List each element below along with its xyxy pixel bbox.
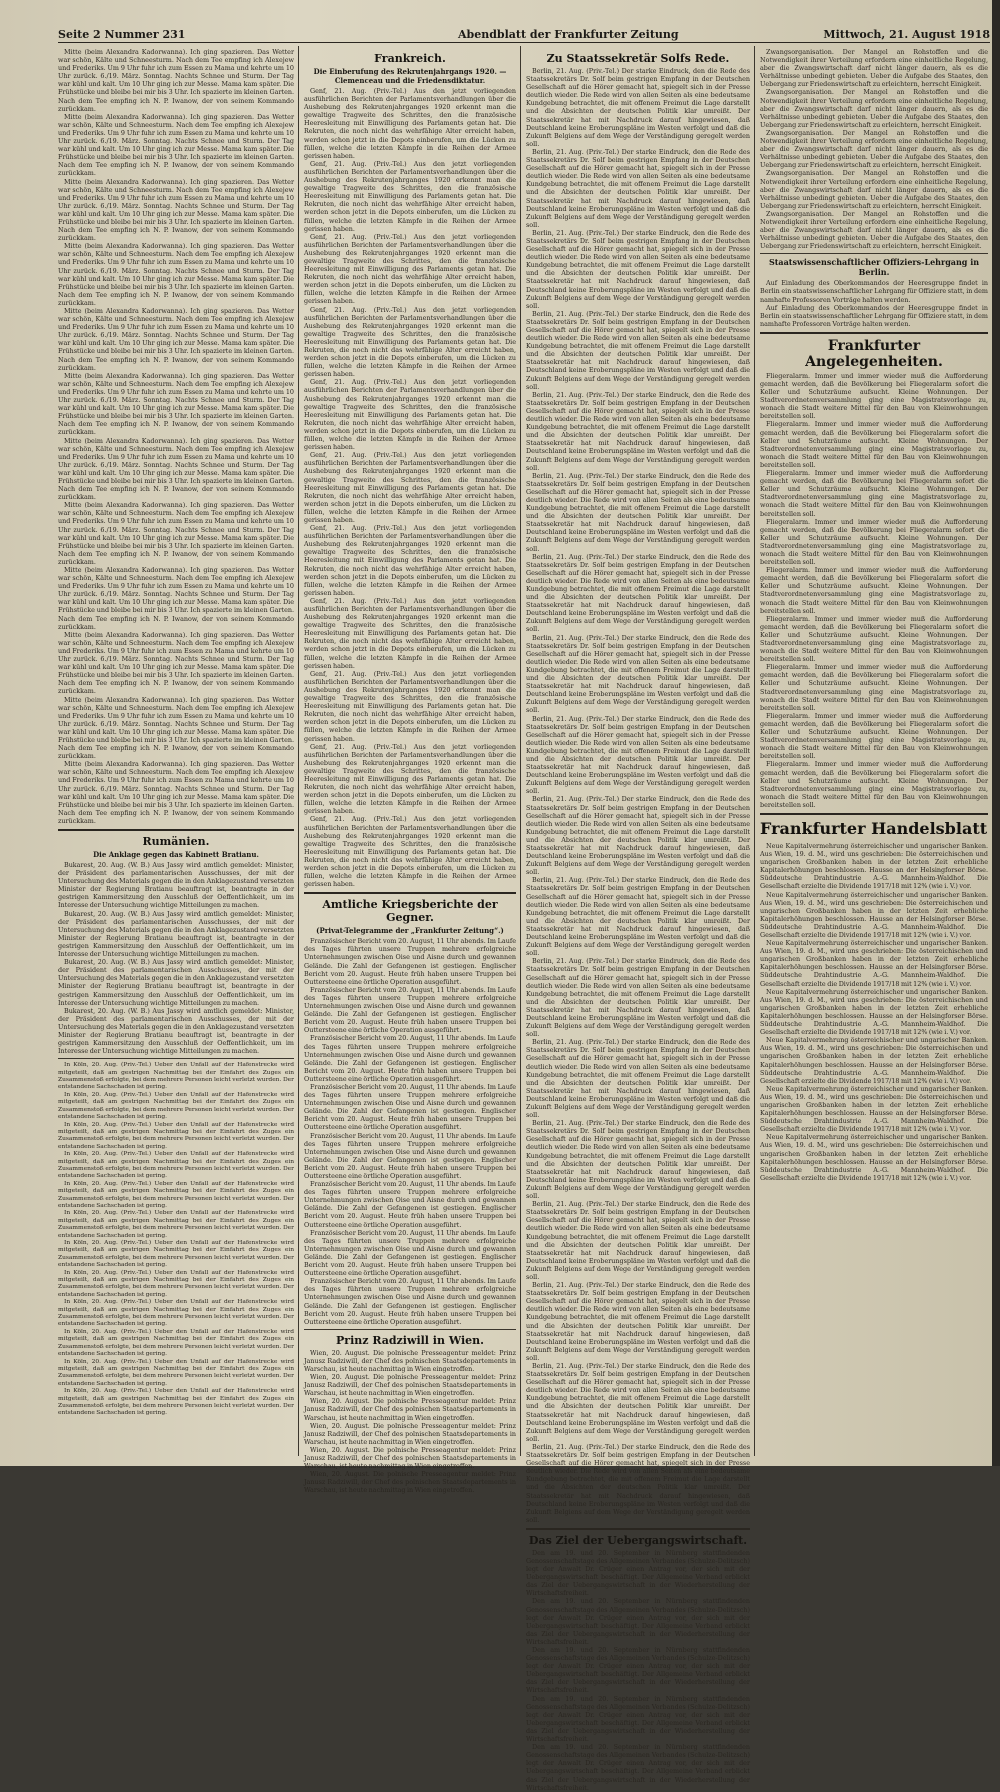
col1-text-top-repeat: Mitte (beim Alexandra Kadorwanna). Ich ging spazieren. Das Wetter war schön, Kälte und Schneesturm. Nach dem Tee empfing ich Alexejew und Frederiks. Um 9 Uhr fuhr ich zum Essen zu Mama und kehrte um 10 Uhr zurück. 6./19. März. Sonntag. Nachts Schnee und Sturm. Der Tag war kühl und kalt. Um 10 Uhr ging ich zur Messe. Mama kam später. Die Frühstücke und bleibe bei mir bis 3 Uhr. Ich spazierte im kleinen Garten. Nach dem Tee empfing ich N. P. Iwanow, der von seinem Kommando zurückkam. [58,566,294,631]
col1-text-bottom-repeat: In Köln, 20. Aug. (Priv.-Tel.) Ueber den Unfall auf der Hafenstrecke wird mitgeteilt, daß am gestrigen Nachmittag bei der Einfahrt des Zuges ein Zusammenstoß erfolgte, bei dem mehrere Personen leicht verletzt wurden. Der entstandene Sachschaden ist gering. [58,1121,294,1150]
col1-text-mid-repeat: Bukarest, 20. Aug. (W. B.) Aus Jassy wird amtlich gemeldet: Minister, der Präsident des parlamentarischen Ausschusses, der mit der Untersuchung des Materials gegen die in den Anklagezustand versetzten Minister der Regierung Bratianu beauftragt ist, beantragte in der gestrigen Kammersitzung den Ausschluß der Oeffentlichkeit, um im Interesse der Untersuchung wichtige Mitteilungen zu machen. [58,1006,294,1056]
col4-title-frankfurt: Frankfurter Angelegenheiten. [805,337,943,370]
col4-text-2-repeat: Fliegeralarm. Immer und immer wieder muß die Aufforderung gemacht werden, daß die Bevölkerung bei Fliegeralarm sofort die Keller und Schutzräume aufsucht. Kleine Wohnungen. Der Stadtverordnetenversammlung ging eine Magistratsvorlage zu, wonach die Stadt weitere Mittel für den Bau von Kleinwohnungen bereitstellen soll. [760,614,988,664]
col3-text-1-repeat: Berlin, 21. Aug. (Priv.-Tel.) Der starke Eindruck, den die Rede des Staatssekretärs Dr. Solf beim gestrigen Empfang in der Deutschen Gesellschaft auf die Hörer gemacht hat, spiegelt sich in der Presse deutlich wieder. Die Rede wird von allen Seiten als eine bedeutsame Kundgebung betrachtet, die mit offenem Freimut die Lage darstellt und die Absichten der deutschen Politik klar umreißt. Der Staatssekretär hat mit Nachdruck darauf hingewiesen, daß Deutschland keine Eroberungspläne im Westen verfolgt und daß die Zukunft Belgiens auf dem Wege der Verständigung geregelt werden soll. [526,795,750,877]
col1-article-top [58,48,294,825]
col1-text-top-repeat: Mitte (beim Alexandra Kadorwanna). Ich ging spazieren. Das Wetter war schön, Kälte und Schneesturm. Nach dem Tee empfing ich Alexejew und Frederiks. Um 9 Uhr fuhr ich zum Essen zu Mama und kehrte um 10 Uhr zurück. 6./19. März. Sonntag. Nachts Schnee und Sturm. Der Tag war kühl und kalt. Um 10 Uhr ging ich zur Messe. Mama kam später. Die Frühstücke und bleibe bei mir bis 3 Uhr. Ich spazierte im kleinen Garten. Nach dem Tee empfing ich N. P. Iwanow, der von seinem Kommando zurückkam. [58,112,294,178]
col1-text-bottom-repeat: In Köln, 20. Aug. (Priv.-Tel.) Ueber den Unfall auf der Hafenstrecke wird mitgeteilt, daß am gestrigen Nachmittag bei der Einfahrt des Zuges ein Zusammenstoß erfolgte, bei dem mehrere Personen leicht verletzt wurden. Der entstandene Sachschaden ist gering. [58,1091,294,1121]
col1-text-mid-repeat: Bukarest, 20. Aug. (W. B.) Aus Jassy wird amtlich gemeldet: Minister, der Präsident des parlamentarischen Ausschusses, der mit der Untersuchung des Materials gegen die in den Anklagezustand versetzten Minister der Regierung Bratianu beauftragt ist, beantragte in der gestrigen Kammersitzung den Ausschluß der Oeffentlichkeit, um im Interesse der Untersuchung wichtige Mitteilungen zu machen. [58,909,294,959]
col1-article-mid [58,861,294,1055]
col1-text-top-repeat: Mitte (beim Alexandra Kadorwanna). Ich ging spazieren. Das Wetter war schön, Kälte und Schneesturm. Nach dem Tee empfing ich Alexejew und Frederiks. Um 9 Uhr fuhr ich zum Essen zu Mama und kehrte um 10 Uhr zurück. 6./19. März. Sonntag. Nachts Schnee und Sturm. Der Tag war kühl und kalt. Um 10 Uhr ging ich zur Messe. Mama kam später. Die Frühstücke und bleibe bei mir bis 3 Uhr. Ich spazierte im kleinen Garten. Nach dem Tee empfing ich N. P. Iwanow, der von seinem Kommando zurückkam. [58,695,294,761]
col2-text-2-repeat: Französischer Bericht vom 20. August, 11 Uhr abends. Im Laufe des Tages führten unsere Truppen mehrere erfolgreiche Unternehmungen zwischen Oise und Aisne durch und gewannen Gelände. Die Zahl der Gefangenen ist gestiegen. Englischer Bericht vom 20. August. Heute früh haben unsere Truppen bei Outtersteene eine örtliche Operation ausgeführt. [304,1180,516,1229]
section-rule [58,829,294,831]
col4-text-top: Zwangsorganisation. Der Mangel an Rohstoffen und die Notwendigkeit ihrer Verteilung erfordern eine einheitliche Regelung, aber die Zwangswirtschaft darf nicht länger dauern, als es die Verhältnisse unbedingt gebieten. Ueber die Aufgabe des Staates, den Uebergang zur Friedenswirtschaft zu erleichtern, herrscht Einigkeit. [760,48,988,89]
col4-text-top-repeat: Zwangsorganisation. Der Mangel an Rohstoffen und die Notwendigkeit ihrer Verteilung erfordern eine einheitliche Regelung, aber die Zwangswirtschaft darf nicht länger dauern, als es die Verhältnisse unbedingt gebieten. Ueber die Aufgabe des Staates, den Uebergang zur Friedenswirtschaft zu erleichtern, herrscht Einigkeit. [760,169,988,210]
col2-text-3-repeat: Wien, 20. August. Die polnische Presseagentur meldet: Prinz Janusz Radziwill, der Chef des polnischen Staatsdepartements in Warschau, ist heute nachmittag in Wien eingetroffen. [304,1397,516,1422]
col3-text-1-repeat: Berlin, 21. Aug. (Priv.-Tel.) Der starke Eindruck, den die Rede des Staatssekretärs Dr. Solf beim gestrigen Empfang in der Deutschen Gesellschaft auf die Hörer gemacht hat, spiegelt sich in der Presse deutlich wieder. Die Rede wird von allen Seiten als eine bedeutsame Kundgebung betrachtet, die mit offenem Freimut die Lage darstellt und die Absichten der deutschen Politik klar umreißt. Der Staatssekretär hat mit Nachdruck darauf hingewiesen, daß Deutschland keine Eroberungspläne im Westen verfolgt und daß die Zukunft Belgiens auf dem Wege der Verständigung geregelt werden soll. [526,1200,750,1281]
col4-text-1: Auf Einladung des Oberkommandos der Heeresgruppe findet in Berlin ein staatswissenschaftlicher Lehrgang für Offiziere statt, in dem namhafte Professoren Vorträge halten werden. [760,279,988,304]
col1-text-mid-repeat: Bukarest, 20. Aug. (W. B.) Aus Jassy wird amtlich gemeldet: Minister, der Präsident des parlamentarischen Ausschusses, der mit der Untersuchung des Materials gegen die in den Anklagezustand versetzten Minister der Regierung Bratianu beauftragt ist, beantragte in der gestrigen Kammersitzung den Ausschluß der Oeffentlichkeit, um im Interesse der Untersuchung wichtige Mitteilungen zu machen. [58,958,294,1007]
col2-text-3-repeat: Wien, 20. August. Die polnische Presseagentur meldet: Prinz Janusz Radziwill, der Chef des polnischen Staatsdepartements in Warschau, ist heute nachmittag in Wien eingetroffen. [304,1421,516,1446]
col1-text-top-repeat: Mitte (beim Alexandra Kadorwanna). Ich ging spazieren. Das Wetter war schön, Kälte und Schneesturm. Nach dem Tee empfing ich Alexejew und Frederiks. Um 9 Uhr fuhr ich zum Essen zu Mama und kehrte um 10 Uhr zurück. 6./19. März. Sonntag. Nachts Schnee und Sturm. Der Tag war kühl und kalt. Um 10 Uhr ging ich zur Messe. Mama kam später. Die Frühstücke und bleibe bei mir bis 3 Uhr. Ich spazierte im kleinen Garten. Nach dem Tee empfing ich N. P. Iwanow, der von seinem Kommando zurückkam. [58,436,294,502]
section-rule [58,1058,294,1059]
col1-text-bottom-repeat: In Köln, 20. Aug. (Priv.-Tel.) Ueber den Unfall auf der Hafenstrecke wird mitgeteilt, daß am gestrigen Nachmittag bei der Einfahrt des Zuges ein Zusammenstoß erfolgte, bei dem mehrere Personen leicht verletzt wurden. Der entstandene Sachschaden ist gering. [58,1328,294,1358]
col4-title-offiziers: Staatswissenschaftlicher Offiziers-Lehrgang in Berlin. [768,257,980,278]
col4-text-2-repeat: Fliegeralarm. Immer und immer wieder muß die Aufforderung gemacht werden, daß die Bevölkerung bei Fliegeralarm sofort die Keller und Schutzräume aufsucht. Kleine Wohnungen. Der Stadtverordnetenversammlung ging eine Magistratsvorlage zu, wonach die Stadt weitere Mittel für den Bau von Kleinwohnungen bereitstellen soll. [760,711,988,761]
col4-text-3-repeat: Neue Kapitalvermehrung österreichischer und ungarischer Banken. Aus Wien, 19. d. M., wird uns geschrieben: Die österreichischen und ungarischen Großbanken haben in der letzten Zeit erhebliche Kapitalerhöhungen beschlossen. Hausse an der Helsingforser Börse. Süddeutsche Drahtindustrie A.-G. Mannheim-Waldhof. Die Gesellschaft erzielte die Dividende 1917/18 mit 12% (wie i. V.) vor. [760,1036,988,1085]
col2-text-2: Französischer Bericht vom 20. August, 11 Uhr abends. Im Laufe des Tages führten unsere Truppen mehrere erfolgreiche Unternehmungen zwischen Oise und Aisne durch und gewannen Gelände. Die Zahl der Gefangenen ist gestiegen. Englischer Bericht vom 20. August. Heute früh haben unsere Truppen bei Outtersteene eine örtliche Operation ausgeführt. [304,937,516,986]
col2-text-1-repeat: Genf, 21. Aug. (Priv.-Tel.) Aus den jetzt vorliegenden ausführlichen Berichten der Parlamentsverhandlungen über die Aushebung des Rekrutenjahrganges 1920 erkennt man die gewaltige Tragweite des Schrittes, den die französische Heeresleitung mit Einwilligung des Parlaments getan hat. Die Rekruten, die noch nicht das wehrfähige Alter erreicht haben, werden schon jetzt in die Depots einberufen, um die Lücken zu füllen, welche die letzten Kämpfe in die Reihen der Armee gerissen haben. [304,232,516,306]
col4-text-3-repeat: Neue Kapitalvermehrung österreichischer und ungarischer Banken. Aus Wien, 19. d. M., wird uns geschrieben: Die österreichischen und ungarischen Großbanken haben in der letzten Zeit erhebliche Kapitalerhöhungen beschlossen. Hausse an der Helsingforser Börse. Süddeutsche Drahtindustrie A.-G. Mannheim-Waldhof. Die Gesellschaft erzielte die Dividende 1917/18 mit 12% (wie i. V.) vor. [760,1084,988,1134]
col3-text-1-repeat: Berlin, 21. Aug. (Priv.-Tel.) Der starke Eindruck, den die Rede des Staatssekretärs Dr. Solf beim gestrigen Empfang in der Deutschen Gesellschaft auf die Hörer gemacht hat, spiegelt sich in der Presse deutlich wieder. Die Rede wird von allen Seiten als eine bedeutsame Kundgebung betrachtet, die mit offenem Freimut die Lage darstellt und die Absichten der deutschen Politik klar umreißt. Der Staatssekretär hat mit Nachdruck darauf hingewiesen, daß Deutschland keine Eroberungspläne im Westen verfolgt und daß die Zukunft Belgiens auf dem Wege der Verständigung geregelt werden soll. [526,1362,750,1443]
col3-text-1-repeat: Berlin, 21. Aug. (Priv.-Tel.) Der starke Eindruck, den die Rede des Staatssekretärs Dr. Solf beim gestrigen Empfang in der Deutschen Gesellschaft auf die Hörer gemacht hat, spiegelt sich in der Presse deutlich wieder. Die Rede wird von allen Seiten als eine bedeutsame Kundgebung betrachtet, die mit offenem Freimut die Lage darstellt und die Absichten der deutschen Politik klar umreißt. Der Staatssekretär hat mit Nachdruck darauf hingewiesen, daß Deutschland keine Eroberungspläne im Westen verfolgt und daß die Zukunft Belgiens auf dem Wege der Verständigung geregelt werden soll. [526,552,750,634]
col3-text-2-repeat: Den am 19. und 20. September in Nürnberg stattfindenden Genossenschaftstage des Allgemeinen Verbandes (Schulze-Delitzsch) legt der Anwalt Dr. Crüger einen Antrag vor, der sich mit der Uebergangswirtschaft beschäftigt. Der Allgemeine Verband erblickt das Ziel der Uebergangswirtschaft in der Wiederherstellung der Wirtschaftsfreiheit. [526,1743,750,1792]
section-rule [760,253,988,254]
col2-title-frankreich: Frankreich. [374,52,446,65]
section-rule [526,1528,750,1530]
col2-text-1-repeat: Genf, 21. Aug. (Priv.-Tel.) Aus den jetzt vorliegenden ausführlichen Berichten der Parlamentsverhandlungen über die Aushebung des Rekrutenjahrganges 1920 erkennt man die gewaltige Tragweite des Schrittes, den die französische Heeresleitung mit Einwilligung des Parlaments getan hat. Die Rekruten, die noch nicht das wehrfähige Alter erreicht haben, werden schon jetzt in die Depots einberufen, um die Lücken zu füllen, welche die letzten Kämpfe in die Reihen der Armee gerissen haben. [304,451,516,524]
column-divider [520,46,521,1456]
col1-text-top-repeat: Mitte (beim Alexandra Kadorwanna). Ich ging spazieren. Das Wetter war schön, Kälte und Schneesturm. Nach dem Tee empfing ich Alexejew und Frederiks. Um 9 Uhr fuhr ich zum Essen zu Mama und kehrte um 10 Uhr zurück. 6./19. März. Sonntag. Nachts Schnee und Sturm. Der Tag war kühl und kalt. Um 10 Uhr ging ich zur Messe. Mama kam später. Die Frühstücke und bleibe bei mir bis 3 Uhr. Ich spazierte im kleinen Garten. Nach dem Tee empfing ich N. P. Iwanow, der von seinem Kommando zurückkam. [58,760,294,825]
col2-article-1 [304,87,516,888]
column-2 [304,48,516,1495]
col3-article-2 [526,1549,750,1792]
col1-text-bottom-repeat: In Köln, 20. Aug. (Priv.-Tel.) Ueber den Unfall auf der Hafenstrecke wird mitgeteilt, daß am gestrigen Nachmittag bei der Einfahrt des Zuges ein Zusammenstoß erfolgte, bei dem mehrere Personen leicht verletzt wurden. Der entstandene Sachschaden ist gering. [58,1358,294,1387]
header-page-number: Seite 2 Nummer 231 [58,28,186,41]
col2-text-2-repeat: Französischer Bericht vom 20. August, 11 Uhr abends. Im Laufe des Tages führten unsere Truppen mehrere erfolgreiche Unternehmungen zwischen Oise und Aisne durch und gewannen Gelände. Die Zahl der Gefangenen ist gestiegen. Englischer Bericht vom 20. August. Heute früh haben unsere Truppen bei Outtersteene eine örtliche Operation ausgeführt. [304,1034,516,1083]
col1-text-bottom-repeat: In Köln, 20. Aug. (Priv.-Tel.) Ueber den Unfall auf der Hafenstrecke wird mitgeteilt, daß am gestrigen Nachmittag bei der Einfahrt des Zuges ein Zusammenstoß erfolgte, bei dem mehrere Personen leicht verletzt wurden. Der entstandene Sachschaden ist gering. [58,1210,294,1239]
col3-text-1-repeat: Berlin, 21. Aug. (Priv.-Tel.) Der starke Eindruck, den die Rede des Staatssekretärs Dr. Solf beim gestrigen Empfang in der Deutschen Gesellschaft auf die Hörer gemacht hat, spiegelt sich in der Presse deutlich wieder. Die Rede wird von allen Seiten als eine bedeutsame Kundgebung betrachtet, die mit offenem Freimut die Lage darstellt und die Absichten der deutschen Politik klar umreißt. Der Staatssekretär hat mit Nachdruck darauf hingewiesen, daß Deutschland keine Eroberungspläne im Westen verfolgt und daß die Zukunft Belgiens auf dem Wege der Verständigung geregelt werden soll. [526,714,750,796]
col4-text-2-repeat: Fliegeralarm. Immer und immer wieder muß die Aufforderung gemacht werden, daß die Bevölkerung bei Fliegeralarm sofort die Keller und Schutzräume aufsucht. Kleine Wohnungen. Der Stadtverordnetenversammlung ging eine Magistratsvorlage zu, wonach die Stadt weitere Mittel für den Bau von Kleinwohnungen bereitstellen soll. [760,469,988,518]
column-divider [298,46,299,1456]
col3-article-1 [526,67,750,1524]
col2-text-1-repeat: Genf, 21. Aug. (Priv.-Tel.) Aus den jetzt vorliegenden ausführlichen Berichten der Parlamentsverhandlungen über die Aushebung des Rekrutenjahrganges 1920 erkennt man die gewaltige Tragweite des Schrittes, den die französische Heeresleitung mit Einwilligung des Parlaments getan hat. Die Rekruten, die noch nicht das wehrfähige Alter erreicht haben, werden schon jetzt in die Depots einberufen, um die Lücken zu füllen, welche die letzten Kämpfe in die Reihen der Armee gerissen haben. [304,815,516,889]
col3-text-1-repeat: Berlin, 21. Aug. (Priv.-Tel.) Der starke Eindruck, den die Rede des Staatssekretärs Dr. Solf beim gestrigen Empfang in der Deutschen Gesellschaft auf die Hörer gemacht hat, spiegelt sich in der Presse deutlich wieder. Die Rede wird von allen Seiten als eine bedeutsame Kundgebung betrachtet, die mit offenem Freimut die Lage darstellt und die Absichten der deutschen Politik klar umreißt. Der Staatssekretär hat mit Nachdruck darauf hingewiesen, daß Deutschland keine Eroberungspläne im Westen verfolgt und daß die Zukunft Belgiens auf dem Wege der Verständigung geregelt werden soll. [526,633,750,715]
col4-article-2 [760,372,988,809]
col2-article-2 [304,937,516,1326]
column-divider [754,46,755,1456]
col3-text-1-repeat: Berlin, 21. Aug. (Priv.-Tel.) Der starke Eindruck, den die Rede des Staatssekretärs Dr. Solf beim gestrigen Empfang in der Deutschen Gesellschaft auf die Hörer gemacht hat, spiegelt sich in der Presse deutlich wieder. Die Rede wird von allen Seiten als eine bedeutsame Kundgebung betrachtet, die mit offenem Freimut die Lage darstellt und die Absichten der deutschen Politik klar umreißt. Der Staatssekretär hat mit Nachdruck darauf hingewiesen, daß Deutschland keine Eroberungspläne im Westen verfolgt und daß die Zukunft Belgiens auf dem Wege der Verständigung geregelt werden soll. [526,390,750,472]
col1-subtitle: Die Anklage gegen das Kabinett Bratianu. [93,850,259,859]
col1-text-bottom: In Köln, 20. Aug. (Priv.-Tel.) Ueber den Unfall auf der Hafenstrecke wird mitgeteilt, daß am gestrigen Nachmittag bei der Einfahrt des Zuges ein Zusammenstoß erfolgte, bei dem mehrere Personen leicht verletzt wurden. Der entstandene Sachschaden ist gering. [58,1062,294,1091]
col2-text-1-repeat: Genf, 21. Aug. (Priv.-Tel.) Aus den jetzt vorliegenden ausführlichen Berichten der Parlamentsverhandlungen über die Aushebung des Rekrutenjahrganges 1920 erkennt man die gewaltige Tragweite des Schrittes, den die französische Heeresleitung mit Einwilligung des Parlaments getan hat. Die Rekruten, die noch nicht das wehrfähige Alter erreicht haben, werden schon jetzt in die Depots einberufen, um die Lücken zu füllen, welche die letzten Kämpfe in die Reihen der Armee gerissen haben. [304,305,516,379]
col1-text-top-repeat: Mitte (beim Alexandra Kadorwanna). Ich ging spazieren. Das Wetter war schön, Kälte und Schneesturm. Nach dem Tee empfing ich Alexejew und Frederiks. Um 9 Uhr fuhr ich zum Essen zu Mama und kehrte um 10 Uhr zurück. 6./19. März. Sonntag. Nachts Schnee und Sturm. Der Tag war kühl und kalt. Um 10 Uhr ging ich zur Messe. Mama kam später. Die Frühstücke und bleibe bei mir bis 3 Uhr. Ich spazierte im kleinen Garten. Nach dem Tee empfing ich N. P. Iwanow, der von seinem Kommando zurückkam. [58,371,294,437]
header-paper-title: Abendblatt der Frankfurter Zeitung [458,28,679,41]
col2-text-1: Genf, 21. Aug. (Priv.-Tel.) Aus den jetzt vorliegenden ausführlichen Berichten der Parlamentsverhandlungen über die Aushebung des Rekrutenjahrganges 1920 erkennt man die gewaltige Tragweite des Schrittes, den die französische Heeresleitung mit Einwilligung des Parlaments getan hat. Die Rekruten, die noch nicht das wehrfähige Alter erreicht haben, werden schon jetzt in die Depots einberufen, um die Lücken zu füllen, welche die letzten Kämpfe in die Reihen der Armee gerissen haben. [304,87,516,160]
col1-text-bottom-repeat: In Köln, 20. Aug. (Priv.-Tel.) Ueber den Unfall auf der Hafenstrecke wird mitgeteilt, daß am gestrigen Nachmittag bei der Einfahrt des Zuges ein Zusammenstoß erfolgte, bei dem mehrere Personen leicht verletzt wurden. Der entstandene Sachschaden ist gering. [58,1269,294,1298]
col4-article-1 [760,279,988,328]
col4-text-3-repeat: Neue Kapitalvermehrung österreichischer und ungarischer Banken. Aus Wien, 19. d. M., wird uns geschrieben: Die österreichischen und ungarischen Großbanken haben in der letzten Zeit erhebliche Kapitalerhöhungen beschlossen. Hausse an der Helsingforser Börse. Süddeutsche Drahtindustrie A.-G. Mannheim-Waldhof. Die Gesellschaft erzielte die Dividende 1917/18 mit 12% (wie i. V.) vor. [760,939,988,988]
col2-text-1-repeat: Genf, 21. Aug. (Priv.-Tel.) Aus den jetzt vorliegenden ausführlichen Berichten der Parlamentsverhandlungen über die Aushebung des Rekrutenjahrganges 1920 erkennt man die gewaltige Tragweite des Schrittes, den die französische Heeresleitung mit Einwilligung des Parlaments getan hat. Die Rekruten, die noch nicht das wehrfähige Alter erreicht haben, werden schon jetzt in die Depots einberufen, um die Lücken zu füllen, welche die letzten Kämpfe in die Reihen der Armee gerissen haben. [304,742,516,816]
section-rule [304,1329,516,1330]
col4-text-2-repeat: Fliegeralarm. Immer und immer wieder muß die Aufforderung gemacht werden, daß die Bevölkerung bei Fliegeralarm sofort die Keller und Schutzräume aufsucht. Kleine Wohnungen. Der Stadtverordnetenversammlung ging eine Magistratsvorlage zu, wonach die Stadt weitere Mittel für den Bau von Kleinwohnungen bereitstellen soll. [760,760,988,809]
col1-text-top-repeat: Mitte (beim Alexandra Kadorwanna). Ich ging spazieren. Das Wetter war schön, Kälte und Schneesturm. Nach dem Tee empfing ich Alexejew und Frederiks. Um 9 Uhr fuhr ich zum Essen zu Mama und kehrte um 10 Uhr zurück. 6./19. März. Sonntag. Nachts Schnee und Sturm. Der Tag war kühl und kalt. Um 10 Uhr ging ich zur Messe. Mama kam später. Die Frühstücke und bleibe bei mir bis 3 Uhr. Ich spazierte im kleinen Garten. Nach dem Tee empfing ich N. P. Iwanow, der von seinem Kommando zurückkam. [58,307,294,372]
col2-title-radziwill: Prinz Radziwill in Wien. [336,1333,484,1347]
col2-text-3-repeat: Wien, 20. August. Die polnische Presseagentur meldet: Prinz Janusz Radziwill, der Chef des polnischen Staatsdepartements in Warschau, ist heute nachmittag in Wien eingetroffen. [304,1445,516,1471]
col3-text-1-repeat: Berlin, 21. Aug. (Priv.-Tel.) Der starke Eindruck, den die Rede des Staatssekretärs Dr. Solf beim gestrigen Empfang in der Deutschen Gesellschaft auf die Hörer gemacht hat, spiegelt sich in der Presse deutlich wieder. Die Rede wird von allen Seiten als eine bedeutsame Kundgebung betrachtet, die mit offenem Freimut die Lage darstellt und die Absichten der deutschen Politik klar umreißt. Der Staatssekretär hat mit Nachdruck darauf hingewiesen, daß Deutschland keine Eroberungspläne im Westen verfolgt und daß die Zukunft Belgiens auf dem Wege der Verständigung geregelt werden soll. [526,1038,750,1120]
col1-text-top-repeat: Mitte (beim Alexandra Kadorwanna). Ich ging spazieren. Das Wetter war schön, Kälte und Schneesturm. Nach dem Tee empfing ich Alexejew und Frederiks. Um 9 Uhr fuhr ich zum Essen zu Mama und kehrte um 10 Uhr zurück. 6./19. März. Sonntag. Nachts Schnee und Sturm. Der Tag war kühl und kalt. Um 10 Uhr ging ich zur Messe. Mama kam später. Die Frühstücke und bleibe bei mir bis 3 Uhr. Ich spazierte im kleinen Garten. Nach dem Tee empfing ich N. P. Iwanow, der von seinem Kommando zurückkam. [58,501,294,566]
col4-text-3-repeat: Neue Kapitalvermehrung österreichischer und ungarischer Banken. Aus Wien, 19. d. M., wird uns geschrieben: Die österreichischen und ungarischen Großbanken haben in der letzten Zeit erhebliche Kapitalerhöhungen beschlossen. Hausse an der Helsingforser Börse. Süddeutsche Drahtindustrie A.-G. Mannheim-Waldhof. Die Gesellschaft erzielte die Dividende 1917/18 mit 12% (wie i. V.) vor. [760,890,988,939]
section-rule [304,892,516,894]
col2-text-1-repeat: Genf, 21. Aug. (Priv.-Tel.) Aus den jetzt vorliegenden ausführlichen Berichten der Parlamentsverhandlungen über die Aushebung des Rekrutenjahrganges 1920 erkennt man die gewaltige Tragweite des Schrittes, den die französische Heeresleitung mit Einwilligung des Parlaments getan hat. Die Rekruten, die noch nicht das wehrfähige Alter erreicht haben, werden schon jetzt in die Depots einberufen, um die Lücken zu füllen, welche die letzten Kämpfe in die Reihen der Armee gerissen haben. [304,669,516,743]
col2-text-3-repeat: Wien, 20. August. Die polnische Presseagentur meldet: Prinz Janusz Radziwill, der Chef des polnischen Staatsdepartements in Warschau, ist heute nachmittag in Wien eingetroffen. [304,1373,516,1398]
col1-text-top-repeat: Mitte (beim Alexandra Kadorwanna). Ich ging spazieren. Das Wetter war schön, Kälte und Schneesturm. Nach dem Tee empfing ich Alexejew und Frederiks. Um 9 Uhr fuhr ich zum Essen zu Mama und kehrte um 10 Uhr zurück. 6./19. März. Sonntag. Nachts Schnee und Sturm. Der Tag war kühl und kalt. Um 10 Uhr ging ich zur Messe. Mama kam später. Die Frühstücke und bleibe bei mir bis 3 Uhr. Ich spazierte im kleinen Garten. Nach dem Tee empfing ich N. P. Iwanow, der von seinem Kommando zurückkam. [58,242,294,307]
col3-text-1-repeat: Berlin, 21. Aug. (Priv.-Tel.) Der starke Eindruck, den die Rede des Staatssekretärs Dr. Solf beim gestrigen Empfang in der Deutschen Gesellschaft auf die Hörer gemacht hat, spiegelt sich in der Presse deutlich wieder. Die Rede wird von allen Seiten als eine bedeutsame Kundgebung betrachtet, die mit offenem Freimut die Lage darstellt und die Absichten der deutschen Politik klar umreißt. Der Staatssekretär hat mit Nachdruck darauf hingewiesen, daß Deutschland keine Eroberungspläne im Westen verfolgt und daß die Zukunft Belgiens auf dem Wege der Verständigung geregelt werden soll. [526,228,750,310]
col3-text-1-repeat: Berlin, 21. Aug. (Priv.-Tel.) Der starke Eindruck, den die Rede des Staatssekretärs Dr. Solf beim gestrigen Empfang in der Deutschen Gesellschaft auf die Hörer gemacht hat, spiegelt sich in der Presse deutlich wieder. Die Rede wird von allen Seiten als eine bedeutsame Kundgebung betrachtet, die mit offenem Freimut die Lage darstellt und die Absichten der deutschen Politik klar umreißt. Der Staatssekretär hat mit Nachdruck darauf hingewiesen, daß Deutschland keine Eroberungspläne im Westen verfolgt und daß die Zukunft Belgiens auf dem Wege der Verständigung geregelt werden soll. [526,876,750,958]
col4-text-top-repeat: Zwangsorganisation. Der Mangel an Rohstoffen und die Notwendigkeit ihrer Verteilung erfordern eine einheitliche Regelung, aber die Zwangswirtschaft darf nicht länger dauern, als es die Verhältnisse unbedingt gebieten. Ueber die Aufgabe des Staates, den Uebergang zur Friedenswirtschaft zu erleichtern, herrscht Einigkeit. [760,209,988,251]
col3-text-2-repeat: Den am 19. und 20. September in Nürnberg stattfindenden Genossenschaftstage des Allgemeinen Verbandes (Schulze-Delitzsch) legt der Anwalt Dr. Crüger einen Antrag vor, der sich mit der Uebergangswirtschaft beschäftigt. Der Allgemeine Verband erblickt das Ziel der Uebergangswirtschaft in der Wiederherstellung der Wirtschaftsfreiheit. [526,1694,750,1744]
col3-text-1-repeat: Berlin, 21. Aug. (Priv.-Tel.) Der starke Eindruck, den die Rede des Staatssekretärs Dr. Solf beim gestrigen Empfang in der Deutschen Gesellschaft auf die Hörer gemacht hat, spiegelt sich in der Presse deutlich wieder. Die Rede wird von allen Seiten als eine bedeutsame Kundgebung betrachtet, die mit offenem Freimut die Lage darstellt und die Absichten der deutschen Politik klar umreißt. Der Staatssekretär hat mit Nachdruck darauf hingewiesen, daß Deutschland keine Eroberungspläne im Westen verfolgt und daß die Zukunft Belgiens auf dem Wege der Verständigung geregelt werden soll. [526,147,750,229]
column-1 [58,48,294,1448]
col3-text-2-repeat: Den am 19. und 20. September in Nürnberg stattfindenden Genossenschaftstage des Allgemeinen Verbandes (Schulze-Delitzsch) legt der Anwalt Dr. Crüger einen Antrag vor, der sich mit der Uebergangswirtschaft beschäftigt. Der Allgemeine Verband erblickt das Ziel der Uebergangswirtschaft in der Wiederherstellung der Wirtschaftsfreiheit. [526,1597,750,1646]
col1-text-top-repeat: Mitte (beim Alexandra Kadorwanna). Ich ging spazieren. Das Wetter war schön, Kälte und Schneesturm. Nach dem Tee empfing ich Alexejew und Frederiks. Um 9 Uhr fuhr ich zum Essen zu Mama und kehrte um 10 Uhr zurück. 6./19. März. Sonntag. Nachts Schnee und Sturm. Der Tag war kühl und kalt. Um 10 Uhr ging ich zur Messe. Mama kam später. Die Frühstücke und bleibe bei mir bis 3 Uhr. Ich spazierte im kleinen Garten. Nach dem Tee empfing ich N. P. Iwanow, der von seinem Kommando zurückkam. [58,177,294,243]
col1-text-bottom-repeat: In Köln, 20. Aug. (Priv.-Tel.) Ueber den Unfall auf der Hafenstrecke wird mitgeteilt, daß am gestrigen Nachmittag bei der Einfahrt des Zuges ein Zusammenstoß erfolgte, bei dem mehrere Personen leicht verletzt wurden. Der entstandene Sachschaden ist gering. [58,1180,294,1209]
col1-title-rumaenien: Rumänien. [142,835,210,848]
col3-text-1-repeat: Berlin, 21. Aug. (Priv.-Tel.) Der starke Eindruck, den die Rede des Staatssekretärs Dr. Solf beim gestrigen Empfang in der Deutschen Gesellschaft auf die Hörer gemacht hat, spiegelt sich in der Presse deutlich wieder. Die Rede wird von allen Seiten als eine bedeutsame Kundgebung betrachtet, die mit offenem Freimut die Lage darstellt und die Absichten der deutschen Politik klar umreißt. Der Staatssekretär hat mit Nachdruck darauf hingewiesen, daß Deutschland keine Eroberungspläne im Westen verfolgt und daß die Zukunft Belgiens auf dem Wege der Verständigung geregelt werden soll. [526,309,750,391]
col1-text-mid: Bukarest, 20. Aug. (W. B.) Aus Jassy wird amtlich gemeldet: Minister, der Präsident des parlamentarischen Ausschusses, der mit der Untersuchung des Materials gegen die in den Anklagezustand versetzten Minister der Regierung Bratianu beauftragt ist, beantragte in der gestrigen Kammersitzung den Ausschluß der Oeffentlichkeit, um im Interesse der Untersuchung wichtige Mitteilungen zu machen. [58,861,294,910]
col3-text-1-repeat: Berlin, 21. Aug. (Priv.-Tel.) Der starke Eindruck, den die Rede des Staatssekretärs Dr. Solf beim gestrigen Empfang in der Deutschen Gesellschaft auf die Hörer gemacht hat, spiegelt sich in der Presse deutlich wieder. Die Rede wird von allen Seiten als eine bedeutsame Kundgebung betrachtet, die mit offenem Freimut die Lage darstellt und die Absichten der deutschen Politik klar umreißt. Der Staatssekretär hat mit Nachdruck darauf hingewiesen, daß Deutschland keine Eroberungspläne im Westen verfolgt und daß die Zukunft Belgiens auf dem Wege der Verständigung geregelt werden soll. [526,1281,750,1362]
col1-text-bottom-repeat: In Köln, 20. Aug. (Priv.-Tel.) Ueber den Unfall auf der Hafenstrecke wird mitgeteilt, daß am gestrigen Nachmittag bei der Einfahrt des Zuges ein Zusammenstoß erfolgte, bei dem mehrere Personen leicht verletzt wurden. Der entstandene Sachschaden ist gering. [58,1151,294,1180]
col4-article-3 [760,842,988,1182]
col1-text-top: Mitte (beim Alexandra Kadorwanna). Ich ging spazieren. Das Wetter war schön, Kälte und Schneesturm. Nach dem Tee empfing ich Alexejew und Frederiks. Um 9 Uhr fuhr ich zum Essen zu Mama und kehrte um 10 Uhr zurück. 6./19. März. Sonntag. Nachts Schnee und Sturm. Der Tag war kühl und kalt. Um 10 Uhr ging ich zur Messe. Mama kam später. Die Frühstücke und bleibe bei mir bis 3 Uhr. Ich spazierte im kleinen Garten. Nach dem Tee empfing ich N. P. Iwanow, der von seinem Kommando zurückkam. [58,48,294,113]
col3-title-solf: Zu Staatssekretär Solfs Rede. [546,52,730,65]
col4-text-top-repeat: Zwangsorganisation. Der Mangel an Rohstoffen und die Notwendigkeit ihrer Verteilung erfordern eine einheitliche Regelung, aber die Zwangswirtschaft darf nicht länger dauern, als es die Verhältnisse unbedingt gebieten. Ueber die Aufgabe des Staates, den Uebergang zur Friedenswirtschaft zu erleichtern, herrscht Einigkeit. [760,128,988,170]
col4-text-3: Neue Kapitalvermehrung österreichischer und ungarischer Banken. Aus Wien, 19. d. M., wird uns geschrieben: Die österreichischen und ungarischen Großbanken haben in der letzten Zeit erhebliche Kapitalerhöhungen beschlossen. Hausse an der Helsingforser Börse. Süddeutsche Drahtindustrie A.-G. Mannheim-Waldhof. Die Gesellschaft erzielte die Dividende 1917/18 mit 12% (wie i. V.) vor. [760,841,988,891]
col4-text-2-repeat: Fliegeralarm. Immer und immer wieder muß die Aufforderung gemacht werden, daß die Bevölkerung bei Fliegeralarm sofort die Keller und Schutzräume aufsucht. Kleine Wohnungen. Der Stadtverordnetenversammlung ging eine Magistratsvorlage zu, wonach die Stadt weitere Mittel für den Bau von Kleinwohnungen bereitstellen soll. [760,420,988,469]
col2-text-2-repeat: Französischer Bericht vom 20. August, 11 Uhr abends. Im Laufe des Tages führten unsere Truppen mehrere erfolgreiche Unternehmungen zwischen Oise und Aisne durch und gewannen Gelände. Die Zahl der Gefangenen ist gestiegen. Englischer Bericht vom 20. August. Heute früh haben unsere Truppen bei Outtersteene eine örtliche Operation ausgeführt. [304,1277,516,1326]
column-4 [760,48,988,1448]
col3-title-uebergang: Das Ziel der Uebergangswirtschaft. [528,1533,748,1547]
col2-text-2-repeat: Französischer Bericht vom 20. August, 11 Uhr abends. Im Laufe des Tages führten unsere Truppen mehrere erfolgreiche Unternehmungen zwischen Oise und Aisne durch und gewannen Gelände. Die Zahl der Gefangenen ist gestiegen. Englischer Bericht vom 20. August. Heute früh haben unsere Truppen bei Outtersteene eine örtliche Operation ausgeführt. [304,1131,516,1180]
col3-text-1: Berlin, 21. Aug. (Priv.-Tel.) Der starke Eindruck, den die Rede des Staatssekretärs Dr. Solf beim gestrigen Empfang in der Deutschen Gesellschaft auf die Hörer gemacht hat, spiegelt sich in der Presse deutlich wieder. Die Rede wird von allen Seiten als eine bedeutsame Kundgebung betrachtet, die mit offenem Freimut die Lage darstellt und die Absichten der deutschen Politik klar umreißt. Der Staatssekretär hat mit Nachdruck darauf hingewiesen, daß Deutschland keine Eroberungspläne im Westen verfolgt und daß die Zukunft Belgiens auf dem Wege der Verständigung geregelt werden soll. [526,67,750,148]
col3-text-1-repeat: Berlin, 21. Aug. (Priv.-Tel.) Der starke Eindruck, den die Rede des Staatssekretärs Dr. Solf beim gestrigen Empfang in der Deutschen Gesellschaft auf die Hörer gemacht hat, spiegelt sich in der Presse deutlich wieder. Die Rede wird von allen Seiten als eine bedeutsame Kundgebung betrachtet, die mit offenem Freimut die Lage darstellt und die Absichten der deutschen Politik klar umreißt. Der Staatssekretär hat mit Nachdruck darauf hingewiesen, daß Deutschland keine Eroberungspläne im Westen verfolgt und daß die Zukunft Belgiens auf dem Wege der Verständigung geregelt werden soll. [526,1119,750,1201]
col2-subtitle-2: (Privat-Telegramme der „Frankfurter Zeitung“.) [316,926,504,936]
col3-text-1-repeat: Berlin, 21. Aug. (Priv.-Tel.) Der starke Eindruck, den die Rede des Staatssekretärs Dr. Solf beim gestrigen Empfang in der Deutschen Gesellschaft auf die Hörer gemacht hat, spiegelt sich in der Presse deutlich wieder. Die Rede wird von allen Seiten als eine bedeutsame Kundgebung betrachtet, die mit offenem Freimut die Lage darstellt und die Absichten der deutschen Politik klar umreißt. Der Staatssekretär hat mit Nachdruck darauf hingewiesen, daß Deutschland keine Eroberungspläne im Westen verfolgt und daß die Zukunft Belgiens auf dem Wege der Verständigung geregelt werden soll. [526,1442,750,1524]
col3-text-1-repeat: Berlin, 21. Aug. (Priv.-Tel.) Der starke Eindruck, den die Rede des Staatssekretärs Dr. Solf beim gestrigen Empfang in der Deutschen Gesellschaft auf die Hörer gemacht hat, spiegelt sich in der Presse deutlich wieder. Die Rede wird von allen Seiten als eine bedeutsame Kundgebung betrachtet, die mit offenem Freimut die Lage darstellt und die Absichten der deutschen Politik klar umreißt. Der Staatssekretär hat mit Nachdruck darauf hingewiesen, daß Deutschland keine Eroberungspläne im Westen verfolgt und daß die Zukunft Belgiens auf dem Wege der Verständigung geregelt werden soll. [526,957,750,1039]
col4-text-2: Fliegeralarm. Immer und immer wieder muß die Aufforderung gemacht werden, daß die Bevölkerung bei Fliegeralarm sofort die Keller und Schutzräume aufsucht. Kleine Wohnungen. Der Stadtverordnetenversammlung ging eine Magistratsvorlage zu, wonach die Stadt weitere Mittel für den Bau von Kleinwohnungen bereitstellen soll. [760,371,988,421]
col2-text-2-repeat: Französischer Bericht vom 20. August, 11 Uhr abends. Im Laufe des Tages führten unsere Truppen mehrere erfolgreiche Unternehmungen zwischen Oise und Aisne durch und gewannen Gelände. Die Zahl der Gefangenen ist gestiegen. Englischer Bericht vom 20. August. Heute früh haben unsere Truppen bei Outtersteene eine örtliche Operation ausgeführt. [304,1228,516,1278]
page-header [58,28,990,43]
col2-article-3 [304,1349,516,1495]
column-3 [526,48,750,1792]
col1-text-top-repeat: Mitte (beim Alexandra Kadorwanna). Ich ging spazieren. Das Wetter war schön, Kälte und Schneesturm. Nach dem Tee empfing ich Alexejew und Frederiks. Um 9 Uhr fuhr ich zum Essen zu Mama und kehrte um 10 Uhr zurück. 6./19. März. Sonntag. Nachts Schnee und Sturm. Der Tag war kühl und kalt. Um 10 Uhr ging ich zur Messe. Mama kam später. Die Frühstücke und bleibe bei mir bis 3 Uhr. Ich spazierte im kleinen Garten. Nach dem Tee empfing ich N. P. Iwanow, der von seinem Kommando zurückkam. [58,630,294,696]
col4-text-top-repeat: Zwangsorganisation. Der Mangel an Rohstoffen und die Notwendigkeit ihrer Verteilung erfordern eine einheitliche Regelung, aber die Zwangswirtschaft darf nicht länger dauern, als es die Verhältnisse unbedingt gebieten. Ueber die Aufgabe des Staates, den Uebergang zur Friedenswirtschaft zu erleichtern, herrscht Einigkeit. [760,88,988,129]
col4-article-top [760,48,988,250]
col2-text-3: Wien, 20. August. Die polnische Presseagentur meldet: Prinz Janusz Radziwill, der Chef des polnischen Staatsdepartements in Warschau, ist heute nachmittag in Wien eingetroffen. [304,1348,516,1373]
col3-text-2: Den am 19. und 20. September in Nürnberg stattfindenden Genossenschaftstage des Allgemeinen Verbandes (Schulze-Delitzsch) legt der Anwalt Dr. Crüger einen Antrag vor, der sich mit der Uebergangswirtschaft beschäftigt. Der Allgemeine Verband erblickt das Ziel der Uebergangswirtschaft in der Wiederherstellung der Wirtschaftsfreiheit. [526,1548,750,1598]
section-rule [760,813,988,815]
page-edge-shadow [992,0,1000,1466]
col2-text-1-repeat: Genf, 21. Aug. (Priv.-Tel.) Aus den jetzt vorliegenden ausführlichen Berichten der Parlamentsverhandlungen über die Aushebung des Rekrutenjahrganges 1920 erkennt man die gewaltige Tragweite des Schrittes, den die französische Heeresleitung mit Einwilligung des Parlaments getan hat. Die Rekruten, die noch nicht das wehrfähige Alter erreicht haben, werden schon jetzt in die Depots einberufen, um die Lücken zu füllen, welche die letzten Kämpfe in die Reihen der Armee gerissen haben. [304,159,516,233]
col1-text-bottom-repeat: In Köln, 20. Aug. (Priv.-Tel.) Ueber den Unfall auf der Hafenstrecke wird mitgeteilt, daß am gestrigen Nachmittag bei der Einfahrt des Zuges ein Zusammenstoß erfolgte, bei dem mehrere Personen leicht verletzt wurden. Der entstandene Sachschaden ist gering. [58,1240,294,1269]
col3-text-1-repeat: Berlin, 21. Aug. (Priv.-Tel.) Der starke Eindruck, den die Rede des Staatssekretärs Dr. Solf beim gestrigen Empfang in der Deutschen Gesellschaft auf die Hörer gemacht hat, spiegelt sich in der Presse deutlich wieder. Die Rede wird von allen Seiten als eine bedeutsame Kundgebung betrachtet, die mit offenem Freimut die Lage darstellt und die Absichten der deutschen Politik klar umreißt. Der Staatssekretär hat mit Nachdruck darauf hingewiesen, daß Deutschland keine Eroberungspläne im Westen verfolgt und daß die Zukunft Belgiens auf dem Wege der Verständigung geregelt werden soll. [526,471,750,553]
col4-text-2-repeat: Fliegeralarm. Immer und immer wieder muß die Aufforderung gemacht werden, daß die Bevölkerung bei Fliegeralarm sofort die Keller und Schutzräume aufsucht. Kleine Wohnungen. Der Stadtverordnetenversammlung ging eine Magistratsvorlage zu, wonach die Stadt weitere Mittel für den Bau von Kleinwohnungen bereitstellen soll. [760,566,988,615]
col3-text-2-repeat: Den am 19. und 20. September in Nürnberg stattfindenden Genossenschaftstage des Allgemeinen Verbandes (Schulze-Delitzsch) legt der Anwalt Dr. Crüger einen Antrag vor, der sich mit der Uebergangswirtschaft beschäftigt. Der Allgemeine Verband erblickt das Ziel der Uebergangswirtschaft in der Wiederherstellung der Wirtschaftsfreiheit. [526,1646,750,1695]
col4-text-3-repeat: Neue Kapitalvermehrung österreichischer und ungarischer Banken. Aus Wien, 19. d. M., wird uns geschrieben: Die österreichischen und ungarischen Großbanken haben in der letzten Zeit erhebliche Kapitalerhöhungen beschlossen. Hausse an der Helsingforser Börse. Süddeutsche Drahtindustrie A.-G. Mannheim-Waldhof. Die Gesellschaft erzielte die Dividende 1917/18 mit 12% (wie i. V.) vor. [760,987,988,1037]
col4-text-1-repeat: Auf Einladung des Oberkommandos der Heeresgruppe findet in Berlin ein staatswissenschaftlicher Lehrgang für Offiziere statt, in dem namhafte Professoren Vorträge halten werden. [760,303,988,328]
col2-text-1-repeat: Genf, 21. Aug. (Priv.-Tel.) Aus den jetzt vorliegenden ausführlichen Berichten der Parlamentsverhandlungen über die Aushebung des Rekrutenjahrganges 1920 erkennt man die gewaltige Tragweite des Schrittes, den die französische Heeresleitung mit Einwilligung des Parlaments getan hat. Die Rekruten, die noch nicht das wehrfähige Alter erreicht haben, werden schon jetzt in die Depots einberufen, um die Lücken zu füllen, welche die letzten Kämpfe in die Reihen der Armee gerissen haben. [304,378,516,452]
col4-text-2-repeat: Fliegeralarm. Immer und immer wieder muß die Aufforderung gemacht werden, daß die Bevölkerung bei Fliegeralarm sofort die Keller und Schutzräume aufsucht. Kleine Wohnungen. Der Stadtverordnetenversammlung ging eine Magistratsvorlage zu, wonach die Stadt weitere Mittel für den Bau von Kleinwohnungen bereitstellen soll. [760,517,988,567]
col2-title-kriegsberichte: Amtliche Kriegsberichte der Gegner. [322,898,498,925]
col1-article-bottom [58,1062,294,1418]
col2-text-2-repeat: Französischer Bericht vom 20. August, 11 Uhr abends. Im Laufe des Tages führten unsere Truppen mehrere erfolgreiche Unternehmungen zwischen Oise und Aisne durch und gewannen Gelände. Die Zahl der Gefangenen ist gestiegen. Englischer Bericht vom 20. August. Heute früh haben unsere Truppen bei Outtersteene eine örtliche Operation ausgeführt. [304,985,516,1035]
col2-text-3-repeat: Wien, 20. August. Die polnische Presseagentur meldet: Prinz Janusz Radziwill, der Chef des polnischen Staatsdepartements in Warschau, ist heute nachmittag in Wien eingetroffen. [304,1470,516,1495]
col1-text-bottom-repeat: In Köln, 20. Aug. (Priv.-Tel.) Ueber den Unfall auf der Hafenstrecke wird mitgeteilt, daß am gestrigen Nachmittag bei der Einfahrt des Zuges ein Zusammenstoß erfolgte, bei dem mehrere Personen leicht verletzt wurden. Der entstandene Sachschaden ist gering. [58,1388,294,1417]
section-rule [760,332,988,334]
col2-text-2-repeat: Französischer Bericht vom 20. August, 11 Uhr abends. Im Laufe des Tages führten unsere Truppen mehrere erfolgreiche Unternehmungen zwischen Oise und Aisne durch und gewannen Gelände. Die Zahl der Gefangenen ist gestiegen. Englischer Bericht vom 20. August. Heute früh haben unsere Truppen bei Outtersteene eine örtliche Operation ausgeführt. [304,1082,516,1132]
col1-text-bottom-repeat: In Köln, 20. Aug. (Priv.-Tel.) Ueber den Unfall auf der Hafenstrecke wird mitgeteilt, daß am gestrigen Nachmittag bei der Einfahrt des Zuges ein Zusammenstoß erfolgte, bei dem mehrere Personen leicht verletzt wurden. Der entstandene Sachschaden ist gering. [58,1299,294,1328]
col4-text-2-repeat: Fliegeralarm. Immer und immer wieder muß die Aufforderung gemacht werden, daß die Bevölkerung bei Fliegeralarm sofort die Keller und Schutzräume aufsucht. Kleine Wohnungen. Der Stadtverordnetenversammlung ging eine Magistratsvorlage zu, wonach die Stadt weitere Mittel für den Bau von Kleinwohnungen bereitstellen soll. [760,663,988,712]
col2-text-1-repeat: Genf, 21. Aug. (Priv.-Tel.) Aus den jetzt vorliegenden ausführlichen Berichten der Parlamentsverhandlungen über die Aushebung des Rekrutenjahrganges 1920 erkennt man die gewaltige Tragweite des Schrittes, den die französische Heeresleitung mit Einwilligung des Parlaments getan hat. Die Rekruten, die noch nicht das wehrfähige Alter erreicht haben, werden schon jetzt in die Depots einberufen, um die Lücken zu füllen, welche die letzten Kämpfe in die Reihen der Armee gerissen haben. [304,596,516,670]
col4-text-3-repeat: Neue Kapitalvermehrung österreichischer und ungarischer Banken. Aus Wien, 19. d. M., wird uns geschrieben: Die österreichischen und ungarischen Großbanken haben in der letzten Zeit erhebliche Kapitalerhöhungen beschlossen. Hausse an der Helsingforser Börse. Süddeutsche Drahtindustrie A.-G. Mannheim-Waldhof. Die Gesellschaft erzielte die Dividende 1917/18 mit 12% (wie i. V.) vor. [760,1133,988,1182]
col2-text-1-repeat: Genf, 21. Aug. (Priv.-Tel.) Aus den jetzt vorliegenden ausführlichen Berichten der Parlamentsverhandlungen über die Aushebung des Rekrutenjahrganges 1920 erkennt man die gewaltige Tragweite des Schrittes, den die französische Heeresleitung mit Einwilligung des Parlaments getan hat. Die Rekruten, die noch nicht das wehrfähige Alter erreicht haben, werden schon jetzt in die Depots einberufen, um die Lücken zu füllen, welche die letzten Kämpfe in die Reihen der Armee gerissen haben. [304,524,516,597]
col4-title-handelsblatt: Frankfurter Handelsblatt [760,818,988,838]
col2-subtitle: Die Einberufung des Rekrutenjahrgangs 1920. — Clemenceau und die Friedensdiktatur. [313,67,507,85]
header-date: Mittwoch, 21. August 1918 [823,28,990,41]
